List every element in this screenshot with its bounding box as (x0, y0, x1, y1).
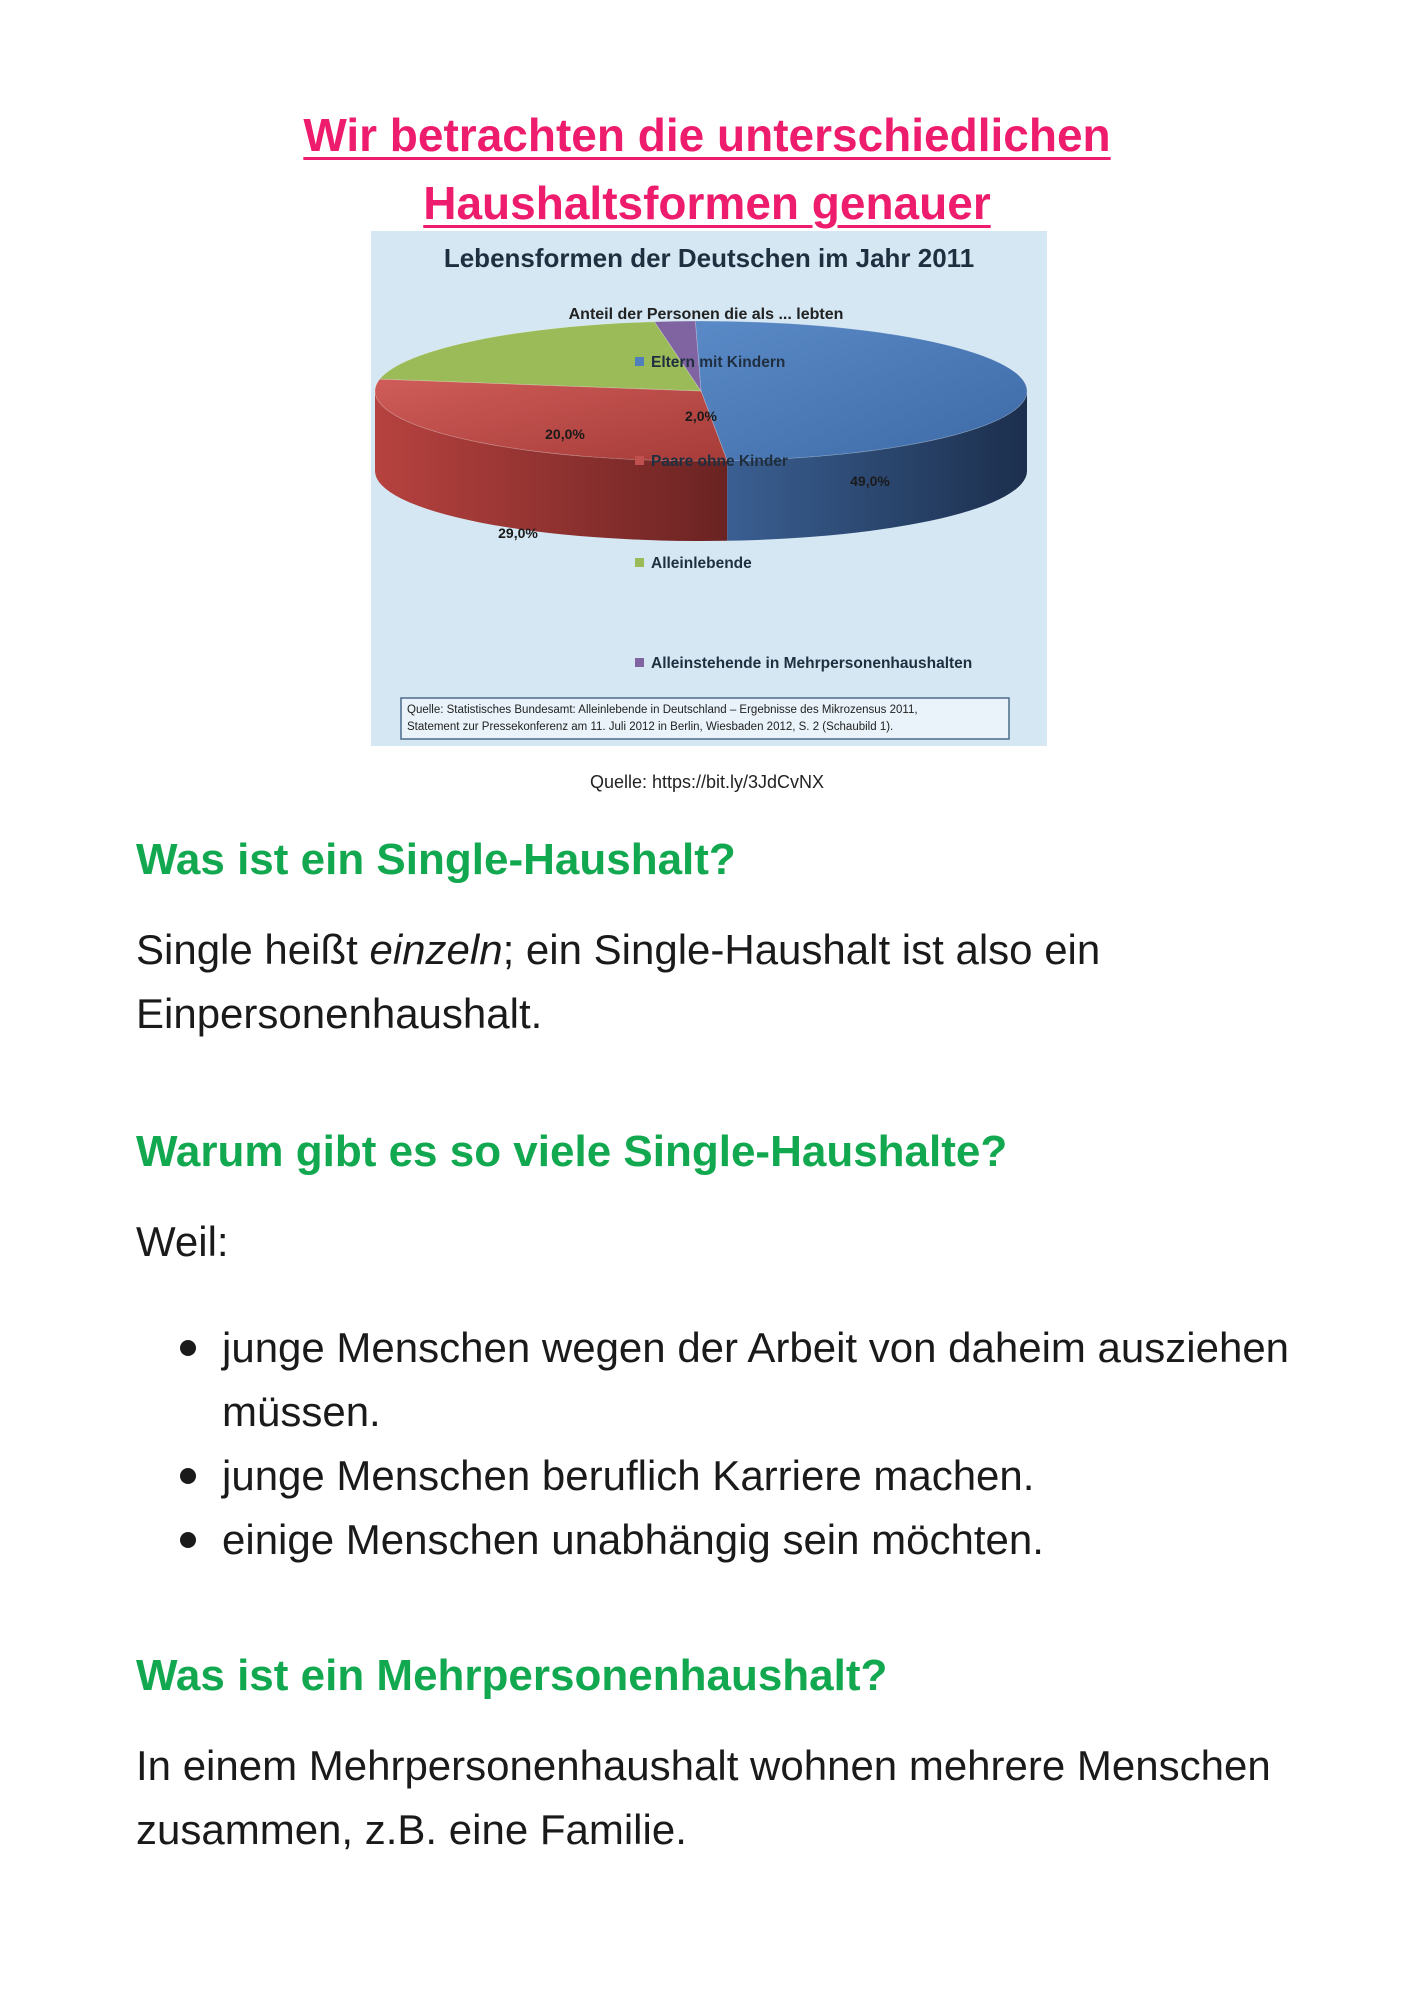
reason-text-1: junge Menschen wegen der Arbeit von daheim ausziehen müssen. (222, 1324, 1290, 1435)
list-item (176, 1444, 1296, 1508)
pie-chart-svg (371, 231, 1047, 746)
pie-value-label-alleinstehende-mehrpersonenhaushalte: 2,0% (685, 408, 717, 424)
pie-value-label-paare-ohne-kinder: 29,0% (498, 525, 538, 541)
bullet-icon (180, 1468, 196, 1484)
page-title-line-2: Haushaltsformen genauer (423, 176, 991, 229)
reasons-intro: Weil: (136, 1218, 229, 1265)
bullet-icon (180, 1532, 196, 1548)
multi-person-household-definition: In einem Mehrpersonenhaushalt wohnen mehrere Menschen zusammen, z.B. eine Familie. (136, 1742, 1271, 1853)
reasons-list (176, 1316, 1296, 1572)
chart-source-line-2: Statement zur Pressekonferenz am 11. Juli 2012 in Berlin, Wiesbaden 2012, S. 2 (Schaubild 1). (407, 721, 894, 733)
legend-label-alleinlebende: Alleinlebende (651, 555, 752, 572)
heading-single-household: Was ist ein Single-Haushalt? (136, 835, 736, 884)
reason-text-3: einige Menschen unabhängig sein möchten. (222, 1516, 1044, 1563)
chart-source-line-1: Quelle: Statistisches Bundesamt: Alleinlebende in Deutschland – Ergebnisse des Mikrozensus 2011, (407, 704, 918, 716)
legend-swatch-eltern-mit-kindern (635, 357, 644, 366)
legend-label-paare-ohne-kinder: Paare ohne Kinder (651, 453, 788, 470)
definition-text-start: Single heißt (136, 926, 370, 973)
pie-value-label-eltern-mit-kindern: 49,0% (850, 473, 890, 489)
pie-value-label-alleinlebende: 20,0% (545, 426, 585, 442)
pie-chart (371, 231, 1047, 746)
chart-title: Lebensformen der Deutschen im Jahr 2011 (443, 243, 975, 273)
legend-swatch-alleinstehende-mehrpersonenhaushalte (635, 658, 644, 667)
legend-label-alleinstehende-mehrpersonenhaushalte: Alleinstehende in Mehrpersonenhaushalten (651, 655, 973, 672)
legend-swatch-paare-ohne-kinder (635, 456, 644, 465)
legend-label-eltern-mit-kindern: Eltern mit Kindern (651, 354, 786, 371)
definition-text-end: ; ein Single-Haushalt ist also ein Einpersonenhaushalt. (136, 926, 1101, 1037)
definition-text-italic: einzeln (369, 926, 503, 973)
page-title (0, 101, 1414, 237)
legend-swatch-alleinlebende (635, 558, 644, 567)
list-item (176, 1316, 1296, 1444)
single-household-definition (136, 918, 1316, 1046)
heading-why-single-households: Warum gibt es so viele Single-Haushalte? (136, 1127, 1008, 1176)
heading-multi-person-household: Was ist ein Mehrpersonenhaushalt? (136, 1651, 888, 1700)
image-source: Quelle: https://bit.ly/3JdCvNX (589, 772, 825, 792)
chart-subtitle: Anteil der Personen die als ... lebten (568, 306, 844, 323)
bullet-icon (180, 1340, 196, 1356)
page-title-line-1: Wir betrachten die unterschiedlichen (303, 108, 1111, 161)
reason-text-2: junge Menschen beruflich Karriere machen. (222, 1452, 1035, 1499)
list-item (176, 1508, 1296, 1572)
